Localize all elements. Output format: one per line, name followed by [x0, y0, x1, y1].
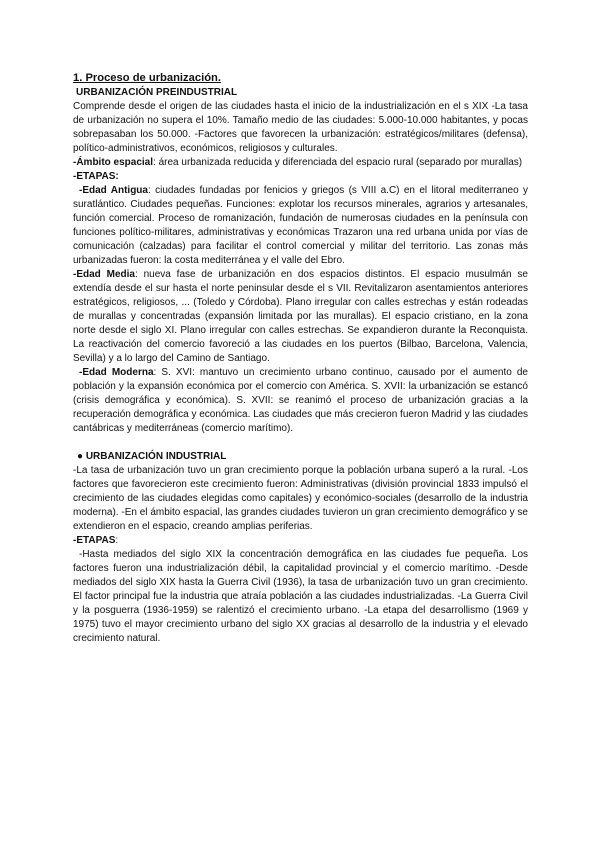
preindustrial-etapas-heading: -ETAPAS: [73, 171, 119, 182]
edad-moderna-text: : S. XVI: mantuvo un crecimiento urbano continuo, causado por el aumento de población y la expansión económica por el comercio con América. S. XVII: la urbanización se estancó (crisis demográfica y económica). S. XVII: se reanimó el proceso de urbanización gracias a la recuperación demográfica y económica. Las ciudades que más crecieron fueron Madrid y las ciudades cantábricas y mediterráneas (comercio marítimo). [73, 367, 528, 434]
industrial-etapas-heading [73, 534, 528, 548]
industrial-heading [77, 450, 528, 464]
bullet-icon: ● [77, 451, 84, 462]
ambito-espacial-paragraph [73, 156, 528, 170]
edad-moderna-label: -Edad Moderna [79, 367, 154, 378]
industrial-etapas-text: -Hasta mediados del siglo XIX la concentración demográfica en las ciudades fue pequeña. Los factores fueron una industrialización débil, la capitalidad provincial y el comercio marítimo. -Desde mediados del siglo XIX hasta la Guerra Civil (1936), la tasa de urbanización tuvo un gran crecimiento. El factor principal fue la industria que atraía población a las ciudades industrializadas. -La Guerra Civil y la posguerra (1936-1959) se ralentizó el crecimiento urbano. -La etapa del desarrollismo (1969 y 1975) tuvo el mayor crecimiento urbano del siglo XX gracias al desarrollo de la industria y el elevado crecimiento natural. [73, 549, 528, 644]
industrial-etapas-colon: : [115, 535, 119, 546]
page-title: 1. Proceso de urbanización. [73, 72, 221, 84]
preindustrial-intro: Comprende desde el origen de las ciudades hasta el inicio de la industrialización en el s XIX -La tasa de urbanización no supera el 10%. Tamaño medio de las ciudades: 5.000-10.000 habitantes, y pocas sobrepasaban los 50.000. -Factores que favorecen la urbanización: estratégicos/militares (defensa), político-administrativos, económicos, religiosos y culturales. [73, 101, 528, 154]
document-body [73, 71, 528, 646]
edad-media-text: : nueva fase de urbanización en dos espacios distintos. El espacio musulmán se extendía desde el sur hasta el norte peninsular desde el s VII. Revitalizaron asentamientos anteriores estratégicos, religiosos, ... (Toledo y Córdoba). Plano irregular con calles estrechas y están rodeadas de murallas y concentradas (expansión limitada por las murallas). El espacio cristiano, en la zona norte desde el siglo XI. Plano irregular con calles estrechas. Se expandieron durante la Reconquista. La reactivación del comercio favoreció a las ciudades en los puertos (Bilbao, Barcelona, Valencia, Sevilla) y a lo largo del Camino de Santiago. [73, 269, 528, 364]
edad-antigua-paragraph [73, 184, 528, 268]
edad-antigua-text: : ciudades fundadas por fenicios y griegos (s VIII a.C) en el litoral mediterraneo y suratlántico. Ciudades pequeñas. Funciones: explotar los recursos minerales, agrarios y artesanales, función comercial. Proceso de romanización, fundación de numerosas ciudades en la península con funciones político-militares, administrativas y económicas Trazaron una red urbana unida por vías de comunicación (calzadas) para facilitar el control comercial y militar del territorio. Las zonas más urbanizadas fueron: la costa mediterránea y el valle del Ebro. [73, 185, 528, 266]
section-spacer [73, 436, 528, 450]
ambito-espacial-text: : área urbanizada reducida y diferenciada del espacio rural (separado por murallas) [153, 157, 523, 168]
edad-media-paragraph [73, 268, 528, 366]
edad-moderna-paragraph [73, 366, 528, 436]
industrial-heading-text: URBANIZACIÓN INDUSTRIAL [85, 451, 227, 462]
edad-antigua-label: -Edad Antigua [79, 185, 148, 196]
ambito-espacial-label: -Ámbito espacial [73, 157, 154, 168]
industrial-etapas-label: -ETAPAS [73, 535, 116, 546]
preindustrial-heading: URBANIZACIÓN PREINDUSTRIAL [76, 87, 238, 98]
edad-media-label: -Edad Media [73, 269, 135, 280]
industrial-intro: -La tasa de urbanización tuvo un gran crecimiento porque la población urbana superó a la rural. -Los factores que favorecieron este crecimiento fueron: Administrativas (división provincial 1833 impulsó el crecimiento de las ciudades elegidas como capitales) y económico-sociales (desarrollo de la industria moderna). -En el ámbito espacial, las grandes ciudades tuvieron un gran crecimiento demográfico y se extendieron en el espacio, creando amplias periferias. [73, 465, 528, 532]
